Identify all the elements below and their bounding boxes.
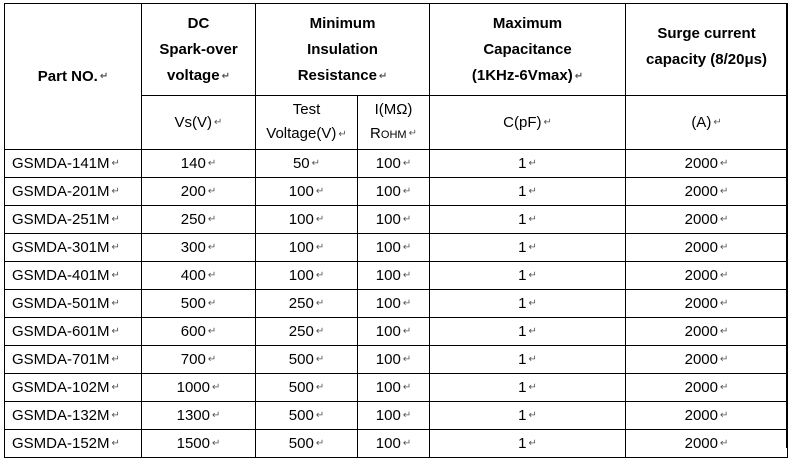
cell-insulation-resistance-value: 100	[375, 351, 401, 368]
cell-sparkover-voltage-value: 250	[180, 211, 206, 228]
cell-test-voltage	[256, 290, 358, 318]
cell-surge-current	[626, 430, 788, 458]
header-cap-line1: Maximum	[492, 15, 563, 33]
cell-surge-current-value: 2000	[684, 239, 718, 256]
cell-surge-current-value: 2000	[684, 379, 718, 396]
paragraph-mark: ↵	[315, 410, 325, 422]
paragraph-mark: ↵	[207, 186, 217, 198]
cell-part-no-value: GSMDA-201M	[12, 183, 110, 200]
table-row	[5, 150, 788, 178]
cell-test-voltage	[256, 262, 358, 290]
paragraph-mark: ↵	[207, 214, 217, 226]
cell-part-no-value: GSMDA-102M	[12, 379, 110, 396]
cell-test-voltage-value: 250	[288, 295, 314, 312]
cell-part-no	[5, 150, 142, 178]
paragraph-mark: ↵	[402, 382, 412, 394]
paragraph-mark: ↵	[211, 438, 221, 450]
cell-test-voltage-value: 100	[288, 183, 314, 200]
cell-capacitance	[430, 290, 626, 318]
cell-test-voltage-value: 500	[288, 407, 314, 424]
cell-sparkover-voltage	[142, 150, 256, 178]
paragraph-mark: ↵	[315, 326, 325, 338]
cell-sparkover-voltage-value: 200	[180, 183, 206, 200]
paragraph-mark: ↵	[111, 214, 120, 226]
paragraph-mark: ↵	[111, 270, 120, 282]
cell-insulation-resistance	[358, 150, 430, 178]
cell-sparkover-voltage	[142, 346, 256, 374]
table-row	[5, 262, 788, 290]
cell-surge-current-value: 2000	[684, 323, 718, 340]
paragraph-mark: ↵	[214, 117, 223, 129]
table-row	[5, 374, 788, 402]
subheader-insulation-resistance	[358, 96, 430, 150]
cell-sparkover-voltage-value: 400	[180, 267, 206, 284]
paragraph-mark: ↵	[402, 214, 412, 226]
cell-part-no	[5, 318, 142, 346]
cell-part-no-value: GSMDA-152M	[12, 435, 110, 452]
paragraph-mark: ↵	[528, 438, 537, 450]
paragraph-mark: ↵	[528, 326, 537, 338]
paragraph-mark: ↵	[111, 186, 120, 198]
cell-part-no	[5, 290, 142, 318]
header-surge-line2: capacity (8/20μs)	[646, 50, 767, 68]
subheader-amp-label: (A)	[691, 114, 712, 131]
cell-surge-current	[626, 374, 788, 402]
paragraph-mark: ↵	[720, 382, 729, 394]
cell-insulation-resistance-value: 100	[375, 295, 401, 312]
paragraph-mark: ↵	[402, 354, 412, 366]
cell-surge-current	[626, 290, 788, 318]
cell-test-voltage	[256, 178, 358, 206]
paragraph-mark: ↵	[207, 158, 217, 170]
cell-sparkover-voltage	[142, 290, 256, 318]
paragraph-mark: ↵	[402, 158, 412, 170]
cell-part-no-value: GSMDA-701M	[12, 351, 110, 368]
cell-sparkover-voltage	[142, 262, 256, 290]
paragraph-mark: ↵	[111, 354, 120, 366]
paragraph-mark: ↵	[402, 326, 412, 338]
cell-sparkover-voltage	[142, 206, 256, 234]
cell-surge-current	[626, 178, 788, 206]
header-dc-line2: Spark-over	[159, 41, 238, 59]
paragraph-mark: ↵	[720, 158, 729, 170]
header-min-line1: Minimum	[309, 15, 376, 33]
cell-part-no	[5, 262, 142, 290]
subheader-test-voltage	[256, 96, 358, 150]
cell-test-voltage	[256, 206, 358, 234]
header-max-capacitance	[430, 4, 626, 96]
table-row	[5, 430, 788, 458]
paragraph-mark: ↵	[315, 438, 325, 450]
paragraph-mark: ↵	[111, 298, 120, 310]
paragraph-mark: ↵	[528, 242, 537, 254]
subheader-capacitance	[430, 96, 626, 150]
subheader-vs-label: Vs(V)	[174, 114, 213, 131]
cell-test-voltage	[256, 374, 358, 402]
cell-test-voltage	[256, 318, 358, 346]
cell-part-no-value: GSMDA-401M	[12, 267, 110, 284]
paragraph-mark: ↵	[528, 410, 537, 422]
cell-capacitance	[430, 206, 626, 234]
cell-surge-current-value: 2000	[684, 211, 718, 228]
paragraph-mark: ↵	[315, 270, 325, 282]
paragraph-mark: ↵	[211, 410, 221, 422]
header-surge-line1: Surge current	[657, 24, 756, 42]
cell-capacitance-value: 1	[518, 155, 527, 172]
paragraph-mark: ↵	[315, 214, 325, 226]
cell-part-no	[5, 206, 142, 234]
paragraph-mark: ↵	[528, 298, 537, 310]
paragraph-mark: ↵	[378, 70, 388, 82]
paragraph-mark: ↵	[315, 242, 325, 254]
cell-sparkover-voltage-value: 1300	[176, 407, 210, 424]
cell-capacitance	[430, 430, 626, 458]
cell-test-voltage-value: 500	[288, 379, 314, 396]
header-dc-line1: DC	[187, 15, 210, 33]
paragraph-mark: ↵	[311, 158, 321, 170]
table-row	[5, 318, 788, 346]
cell-insulation-resistance	[358, 346, 430, 374]
cell-surge-current	[626, 234, 788, 262]
header-cap-line3: (1KHz-6Vmax)	[471, 67, 573, 85]
paragraph-mark: ↵	[720, 354, 729, 366]
paragraph-mark: ↵	[528, 158, 537, 170]
cell-test-voltage	[256, 346, 358, 374]
cell-insulation-resistance-value: 100	[375, 379, 401, 396]
subheader-ir-line2: R	[370, 125, 381, 142]
cell-sparkover-voltage	[142, 430, 256, 458]
cell-capacitance-value: 1	[518, 211, 527, 228]
header-dc-line3: voltage	[167, 67, 220, 85]
header-cap-line2: Capacitance	[483, 41, 572, 59]
cell-part-no-value: GSMDA-251M	[12, 211, 110, 228]
paragraph-mark: ↵	[713, 117, 722, 129]
cell-insulation-resistance	[358, 206, 430, 234]
cell-surge-current-value: 2000	[684, 295, 718, 312]
cell-surge-current	[626, 150, 788, 178]
paragraph-mark: ↵	[207, 326, 217, 338]
cell-insulation-resistance	[358, 290, 430, 318]
cell-capacitance	[430, 346, 626, 374]
header-min-line2: Insulation	[307, 41, 378, 59]
cell-insulation-resistance	[358, 178, 430, 206]
cell-insulation-resistance-value: 100	[375, 267, 401, 284]
subheader-ir-line1: I(MΩ)	[374, 101, 413, 118]
paragraph-mark: ↵	[207, 354, 217, 366]
paragraph-mark: ↵	[528, 186, 537, 198]
paragraph-mark: ↵	[402, 242, 412, 254]
paragraph-mark: ↵	[528, 354, 537, 366]
table-row	[5, 234, 788, 262]
cell-test-voltage-value: 100	[288, 211, 314, 228]
header-dc-sparkover	[142, 4, 256, 96]
paragraph-mark: ↵	[528, 214, 537, 226]
paragraph-mark: ↵	[720, 214, 729, 226]
paragraph-mark: ↵	[402, 410, 412, 422]
cell-surge-current	[626, 206, 788, 234]
header-part-no	[5, 4, 142, 150]
paragraph-mark: ↵	[315, 186, 325, 198]
cell-test-voltage-value: 100	[288, 239, 314, 256]
header-row	[5, 4, 788, 96]
cell-insulation-resistance-value: 100	[375, 407, 401, 424]
cell-sparkover-voltage-value: 140	[180, 155, 206, 172]
cell-insulation-resistance	[358, 234, 430, 262]
cell-part-no	[5, 346, 142, 374]
paragraph-mark: ↵	[543, 117, 552, 129]
cell-capacitance-value: 1	[518, 435, 527, 452]
paragraph-mark: ↵	[402, 438, 412, 450]
cell-part-no	[5, 178, 142, 206]
table-row	[5, 206, 788, 234]
cell-surge-current-value: 2000	[684, 407, 718, 424]
cell-test-voltage-value: 500	[288, 351, 314, 368]
cell-part-no-value: GSMDA-141M	[12, 155, 110, 172]
paragraph-mark: ↵	[402, 186, 412, 198]
cell-part-no-value: GSMDA-501M	[12, 295, 110, 312]
subheader-vs	[142, 96, 256, 150]
cell-sparkover-voltage	[142, 178, 256, 206]
paragraph-mark: ↵	[207, 298, 217, 310]
paragraph-mark: ↵	[111, 326, 120, 338]
header-min-insulation	[256, 4, 430, 96]
cell-sparkover-voltage	[142, 402, 256, 430]
cell-insulation-resistance	[358, 402, 430, 430]
table-row	[5, 290, 788, 318]
cell-insulation-resistance-value: 100	[375, 239, 401, 256]
cell-sparkover-voltage-value: 700	[180, 351, 206, 368]
paragraph-mark: ↵	[720, 186, 729, 198]
header-part-no-label: Part NO.	[37, 68, 98, 85]
paragraph-mark: ↵	[207, 270, 217, 282]
cell-sparkover-voltage	[142, 374, 256, 402]
cell-part-no	[5, 430, 142, 458]
cell-part-no	[5, 234, 142, 262]
cell-capacitance-value: 1	[518, 323, 527, 340]
cell-test-voltage-value: 50	[292, 155, 310, 172]
paragraph-mark: ↵	[315, 298, 325, 310]
subheader-amperes	[626, 96, 788, 150]
spec-table	[4, 3, 788, 458]
cell-surge-current	[626, 318, 788, 346]
paragraph-mark: ↵	[528, 270, 537, 282]
paragraph-mark: ↵	[402, 298, 412, 310]
cell-insulation-resistance	[358, 374, 430, 402]
cell-test-voltage	[256, 402, 358, 430]
cell-capacitance	[430, 150, 626, 178]
paragraph-mark: ↵	[111, 242, 120, 254]
cell-insulation-resistance-value: 100	[375, 183, 401, 200]
cell-test-voltage-value: 500	[288, 435, 314, 452]
cell-insulation-resistance-value: 100	[375, 435, 401, 452]
subheader-cap-label: C(pF)	[503, 114, 542, 131]
cell-surge-current	[626, 262, 788, 290]
cell-insulation-resistance	[358, 430, 430, 458]
paragraph-mark: ↵	[720, 326, 729, 338]
paragraph-mark: ↵	[111, 438, 120, 450]
cell-insulation-resistance-value: 100	[375, 211, 401, 228]
paragraph-mark: ↵	[111, 158, 120, 170]
paragraph-mark: ↵	[402, 270, 412, 282]
paragraph-mark: ↵	[720, 242, 729, 254]
cell-capacitance	[430, 262, 626, 290]
cell-sparkover-voltage-value: 500	[180, 295, 206, 312]
subheader-test-line1: Test	[292, 101, 321, 119]
cell-part-no-value: GSMDA-601M	[12, 323, 110, 340]
cell-capacitance	[430, 234, 626, 262]
cell-part-no	[5, 402, 142, 430]
cell-capacitance-value: 1	[518, 379, 527, 396]
cell-sparkover-voltage-value: 1500	[176, 435, 210, 452]
paragraph-mark: ↵	[111, 410, 120, 422]
table-body	[5, 150, 788, 458]
cell-surge-current-value: 2000	[684, 155, 718, 172]
cell-insulation-resistance-value: 100	[375, 155, 401, 172]
subheader-test-line2: Voltage(V)	[266, 125, 337, 143]
cell-sparkover-voltage	[142, 234, 256, 262]
cell-capacitance-value: 1	[518, 351, 527, 368]
cell-test-voltage	[256, 234, 358, 262]
cell-capacitance	[430, 402, 626, 430]
cell-part-no-value: GSMDA-132M	[12, 407, 110, 424]
cell-insulation-resistance-value: 100	[375, 323, 401, 340]
cell-capacitance	[430, 318, 626, 346]
cell-surge-current-value: 2000	[684, 351, 718, 368]
cell-capacitance-value: 1	[518, 267, 527, 284]
paragraph-mark: ↵	[720, 410, 729, 422]
paragraph-mark: ↵	[221, 70, 230, 82]
cell-insulation-resistance	[358, 318, 430, 346]
cell-surge-current-value: 2000	[684, 267, 718, 284]
cell-capacitance-value: 1	[518, 183, 527, 200]
cell-surge-current-value: 2000	[684, 183, 718, 200]
cell-capacitance-value: 1	[518, 295, 527, 312]
cell-surge-current	[626, 346, 788, 374]
cell-capacitance	[430, 374, 626, 402]
cell-capacitance	[430, 178, 626, 206]
paragraph-mark: ↵	[99, 71, 109, 83]
cell-part-no-value: GSMDA-301M	[12, 239, 110, 256]
table-row	[5, 402, 788, 430]
header-surge-current	[626, 4, 788, 96]
paragraph-mark: ↵	[528, 382, 537, 394]
cell-part-no	[5, 374, 142, 402]
cell-surge-current-value: 2000	[684, 435, 718, 452]
paragraph-mark: ↵	[720, 438, 729, 450]
cell-sparkover-voltage	[142, 318, 256, 346]
cell-insulation-resistance	[358, 262, 430, 290]
paragraph-mark: ↵	[111, 382, 120, 394]
paragraph-mark: ↵	[315, 382, 325, 394]
cell-capacitance-value: 1	[518, 239, 527, 256]
table-row	[5, 346, 788, 374]
cell-test-voltage	[256, 430, 358, 458]
cell-capacitance-value: 1	[518, 407, 527, 424]
subheader-ir-line2-sub: OHM	[380, 129, 407, 141]
cell-sparkover-voltage-value: 1000	[176, 379, 210, 396]
paragraph-mark: ↵	[338, 128, 347, 140]
paragraph-mark: ↵	[574, 70, 584, 82]
cell-surge-current	[626, 402, 788, 430]
paragraph-mark: ↵	[315, 354, 325, 366]
paragraph-mark: ↵	[207, 242, 217, 254]
paragraph-mark: ↵	[211, 382, 221, 394]
paragraph-mark: ↵	[720, 298, 729, 310]
cell-sparkover-voltage-value: 600	[180, 323, 206, 340]
cell-test-voltage	[256, 150, 358, 178]
paragraph-mark: ↵	[408, 128, 417, 140]
cell-test-voltage-value: 250	[288, 323, 314, 340]
paragraph-mark: ↵	[720, 270, 729, 282]
cell-test-voltage-value: 100	[288, 267, 314, 284]
header-min-line3: Resistance	[297, 67, 377, 85]
table-row	[5, 178, 788, 206]
cell-sparkover-voltage-value: 300	[180, 239, 206, 256]
